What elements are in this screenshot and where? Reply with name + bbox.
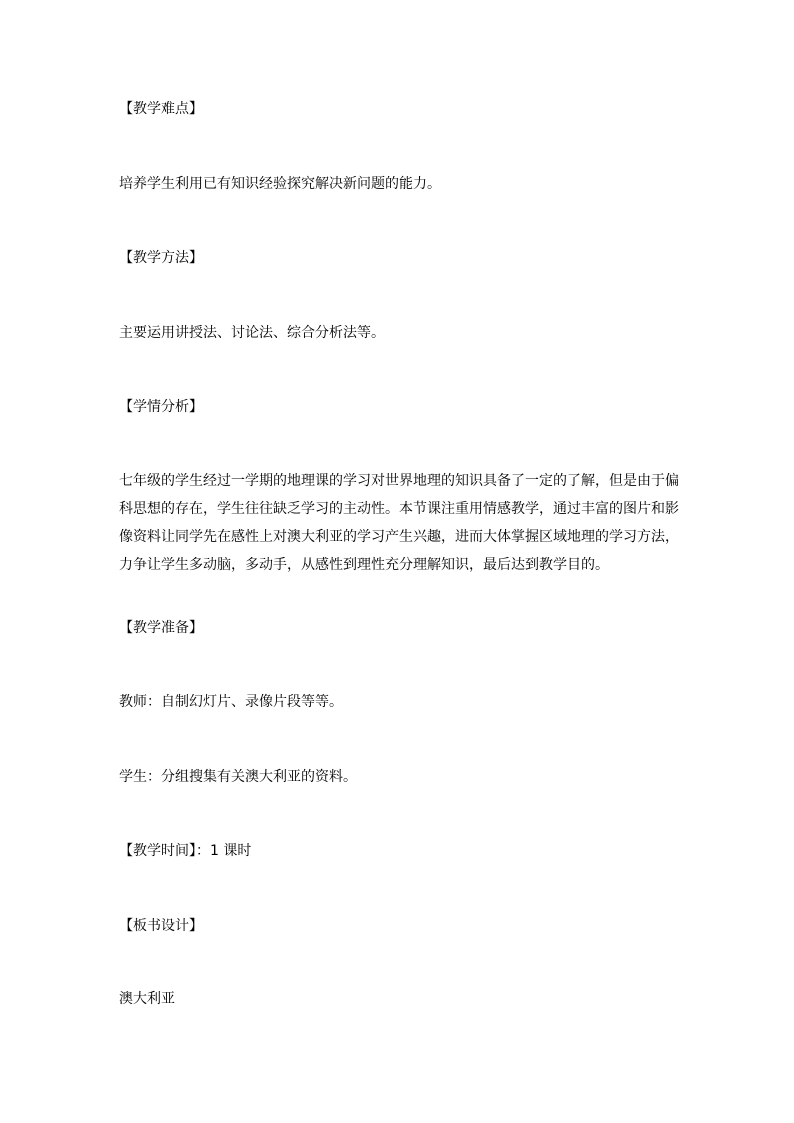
difficulty-text: 培养学生利用已有知识经验探究解决新问题的能力。 [119, 176, 441, 192]
teacher-preparation: 教师：自制幻灯片、录像片段等等。 [119, 694, 343, 710]
method-text: 主要运用讲授法、讨论法、综合分析法等。 [119, 325, 385, 341]
analysis-heading: 【学情分析】 [119, 399, 203, 415]
analysis-line: 力争让学生多动脑，多动手，从感性到理性充分理解知识，最后达到教学目的。 [119, 557, 609, 573]
board-design-heading: 【板书设计】 [119, 918, 203, 934]
teaching-time: 【教学时间】：1 课时 [119, 843, 252, 859]
analysis-paragraph [119, 467, 679, 579]
student-preparation: 学生：分组搜集有关澳大利亚的资料。 [119, 769, 357, 785]
difficulty-heading: 【教学难点】 [119, 101, 203, 117]
preparation-heading: 【教学准备】 [119, 620, 203, 636]
analysis-line: 七年级的学生经过一学期的地理课的学习对世界地理的知识具备了一定的了解，但是由于偏 [119, 473, 679, 489]
board-title: 澳大利亚 [119, 991, 175, 1007]
method-heading: 【教学方法】 [119, 250, 203, 266]
analysis-line: 像资料让同学先在感性上对澳大利亚的学习产生兴趣，进而大体掌握区域地理的学习方法， [119, 529, 679, 545]
analysis-line: 科思想的存在，学生往往缺乏学习的主动性。本节课注重用情感教学，通过丰富的图片和影 [119, 501, 679, 517]
